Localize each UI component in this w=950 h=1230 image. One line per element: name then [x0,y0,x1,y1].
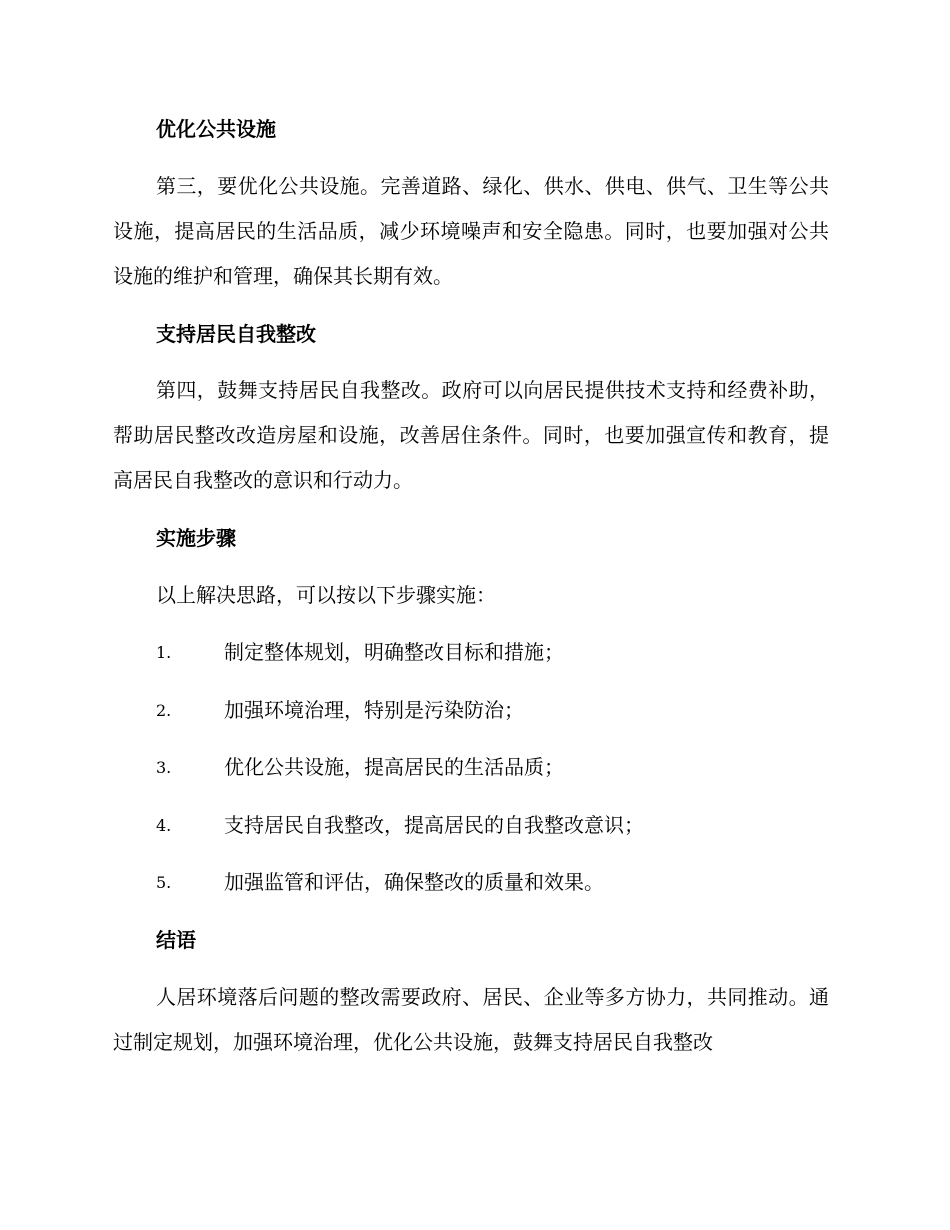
list-item-text: 优化公共设施，提高居民的生活品质； [224,755,564,779]
list-item-number: 4. [156,816,172,835]
section-body-facilities: 第三，要优化公共设施。完善道路、绿化、供水、供电、供气、卫生等公共设施，提高居民的生活品质，减少环境噪声和安全隐患。同时，也要加强对公共设施的维护和管理，确保其长期有效。 [113,174,829,288]
steps-intro: 以上解决思路，可以按以下步骤实施： [156,583,496,607]
list-item-text: 支持居民自我整改，提高居民的自我整改意识； [224,813,644,837]
section-body-self-rectification: 第四，鼓舞支持居民自我整改。政府可以向居民提供技术支持和经费补助，帮助居民整改改造房屋和设施，改善居住条件。同时，也要加强宣传和教育，提高居民自我整改的意识和行动力。 [113,378,829,492]
list-item-text: 制定整体规划，明确整改目标和措施； [224,640,564,664]
section-heading-facilities: 优化公共设施 [156,117,276,141]
section-heading-steps: 实施步骤 [156,526,236,550]
section-heading-self-rectification: 支持居民自我整改 [156,322,316,346]
list-item-text: 加强监管和评估，确保整改的质量和效果。 [224,870,604,894]
section-heading-conclusion: 结语 [156,928,196,952]
list-item-number: 3. [156,758,172,777]
list-item-number: 5. [156,873,172,892]
list-item-number: 2. [156,701,172,720]
section-body-conclusion: 人居环境落后问题的整改需要政府、居民、企业等多方协力，共同推动。通过制定规划，加强环境治理，优化公共设施，鼓舞支持居民自我整改 [113,985,829,1054]
list-item-number: 1. [156,643,172,662]
list-item-text: 加强环境治理，特别是污染防治； [224,698,524,722]
